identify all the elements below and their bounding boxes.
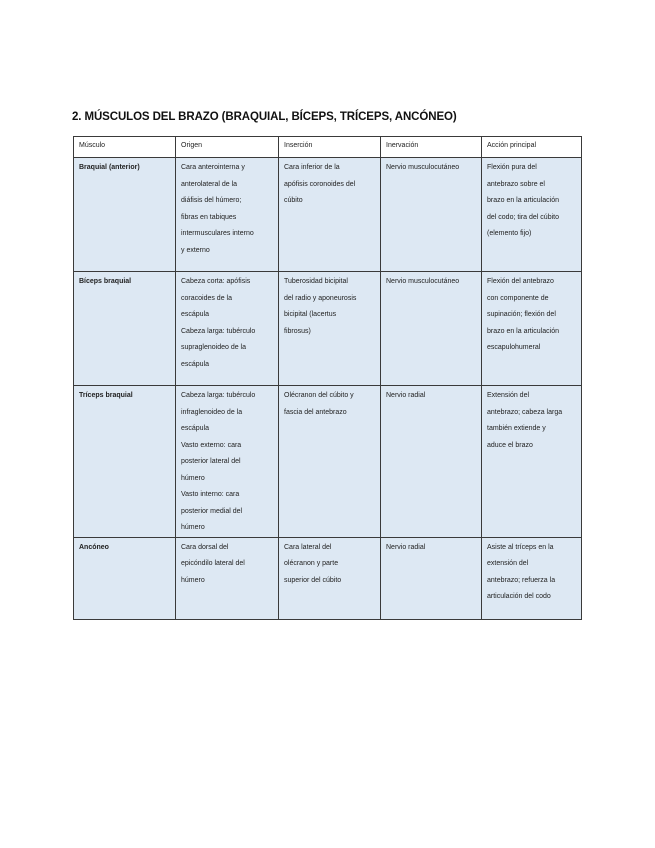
- cell-line: diáfisis del húmero;: [181, 197, 242, 204]
- cell-line: Cara lateral del: [284, 543, 332, 551]
- cell-line: brazo en la articulación: [487, 197, 559, 204]
- cell-line: epicóndilo lateral del: [181, 560, 245, 567]
- cell-action: [482, 386, 582, 538]
- muscle-name: Bíceps braquial: [79, 278, 132, 285]
- cell-line: Flexión pura del: [487, 164, 537, 171]
- cell-line: intermusculares interno: [181, 230, 254, 237]
- cell-line: Cara anterointerna y: [181, 164, 245, 171]
- cell-line: supinación; flexión del: [487, 311, 556, 318]
- cell-line: Vasto interno: cara: [181, 491, 240, 498]
- table-row: [74, 158, 582, 272]
- cell-line: antebrazo; cabeza larga: [487, 408, 563, 416]
- cell-line: escápula: [181, 311, 210, 318]
- cell-line: posterior medial del: [181, 507, 243, 515]
- cell-line: infraglenoideo de la: [181, 408, 243, 416]
- cell-line: Cabeza larga: tubérculo: [181, 327, 256, 335]
- cell-insertion: [279, 272, 381, 386]
- cell-line: coracoides de la: [181, 294, 232, 302]
- cell-line: con componente de: [487, 294, 549, 302]
- cell-line: Vasto externo: cara: [181, 441, 242, 449]
- muscle-name: Braquial (anterior): [79, 164, 140, 171]
- cell-line: húmero: [181, 576, 205, 584]
- cell-line: escápula: [181, 360, 210, 368]
- cell-line: también extiende y: [487, 425, 546, 432]
- cell-line: extensión del: [487, 560, 529, 567]
- cell-line: húmero: [181, 524, 205, 531]
- header-origin: Origen: [176, 137, 279, 158]
- cell-line: bicipital (lacertus: [284, 311, 337, 318]
- cell-line: Nervio radial: [386, 392, 426, 399]
- table-row: [74, 272, 582, 386]
- cell-line: antebrazo; refuerza la: [487, 576, 556, 584]
- cell-line: Cabeza corta: apófisis: [181, 278, 251, 285]
- cell-line: anterolateral de la: [181, 180, 238, 188]
- cell-muscle: [74, 158, 176, 272]
- header-action: Acción principal: [482, 137, 582, 158]
- cell-line: del codo; tira del cúbito: [487, 213, 559, 221]
- cell-line: Asiste al tríceps en la: [487, 543, 554, 551]
- cell-line: antebrazo sobre el: [487, 180, 545, 188]
- cell-action: [482, 158, 582, 272]
- cell-insertion: [279, 537, 381, 619]
- cell-muscle: [74, 272, 176, 386]
- cell-line: escápula: [181, 425, 210, 432]
- section-title: 2. MÚSCULOS DEL BRAZO (BRAQUIAL, BÍCEPS, TRÍCEPS, ANCÓNEO): [72, 111, 457, 123]
- table-row: [74, 386, 582, 538]
- cell-line: articulación del codo: [487, 593, 551, 600]
- cell-origin: [176, 537, 279, 619]
- cell-origin: [176, 272, 279, 386]
- cell-insertion: [279, 158, 381, 272]
- cell-line: fibrosus): [284, 327, 311, 335]
- cell-innervation: [381, 386, 482, 538]
- cell-line: escapulohumeral: [487, 344, 541, 351]
- cell-line: aduce el brazo: [487, 441, 533, 449]
- table-row: [74, 537, 582, 619]
- cell-innervation: [381, 537, 482, 619]
- cell-muscle: [74, 537, 176, 619]
- cell-origin: [176, 158, 279, 272]
- cell-line: Nervio radial: [386, 543, 426, 551]
- muscles-table: [73, 136, 582, 620]
- cell-line: y externo: [181, 246, 210, 254]
- cell-line: (elemento fijo): [487, 230, 532, 237]
- header-insertion: Inserción: [279, 137, 381, 158]
- cell-line: Tuberosidad bicipital: [284, 278, 348, 285]
- cell-line: Cabeza larga: tubérculo: [181, 392, 256, 399]
- cell-line: del radio y aponeurosis: [284, 294, 357, 302]
- cell-line: Flexión del antebrazo: [487, 278, 554, 285]
- muscle-name: Tríceps braquial: [79, 392, 133, 399]
- cell-line: Nervio musculocutáneo: [386, 164, 460, 171]
- cell-innervation: [381, 272, 482, 386]
- cell-muscle: [74, 386, 176, 538]
- cell-line: olécranon y parte: [284, 560, 339, 567]
- cell-innervation: [381, 158, 482, 272]
- cell-line: brazo en la articulación: [487, 327, 559, 335]
- cell-line: Cara dorsal del: [181, 543, 229, 551]
- cell-line: cúbito: [284, 197, 303, 204]
- cell-line: fascia del antebrazo: [284, 408, 347, 416]
- cell-action: [482, 272, 582, 386]
- muscle-name: Ancóneo: [79, 543, 109, 551]
- cell-line: Extensión del: [487, 392, 530, 399]
- header-innervation: Inervación: [381, 137, 482, 158]
- cell-insertion: [279, 386, 381, 538]
- cell-line: posterior lateral del: [181, 458, 241, 465]
- cell-line: supraglenoideo de la: [181, 344, 246, 351]
- cell-line: Cara inferior de la: [284, 164, 340, 171]
- cell-action: [482, 537, 582, 619]
- cell-line: superior del cúbito: [284, 576, 342, 584]
- header-muscle: Músculo: [74, 137, 176, 158]
- cell-origin: [176, 386, 279, 538]
- cell-line: Nervio musculocutáneo: [386, 278, 460, 285]
- cell-line: apófisis coronoides del: [284, 180, 356, 188]
- cell-line: húmero: [181, 474, 205, 482]
- cell-line: Olécranon del cúbito y: [284, 392, 354, 399]
- cell-line: fibras en tabiques: [181, 213, 237, 221]
- table-header-row: [74, 137, 582, 158]
